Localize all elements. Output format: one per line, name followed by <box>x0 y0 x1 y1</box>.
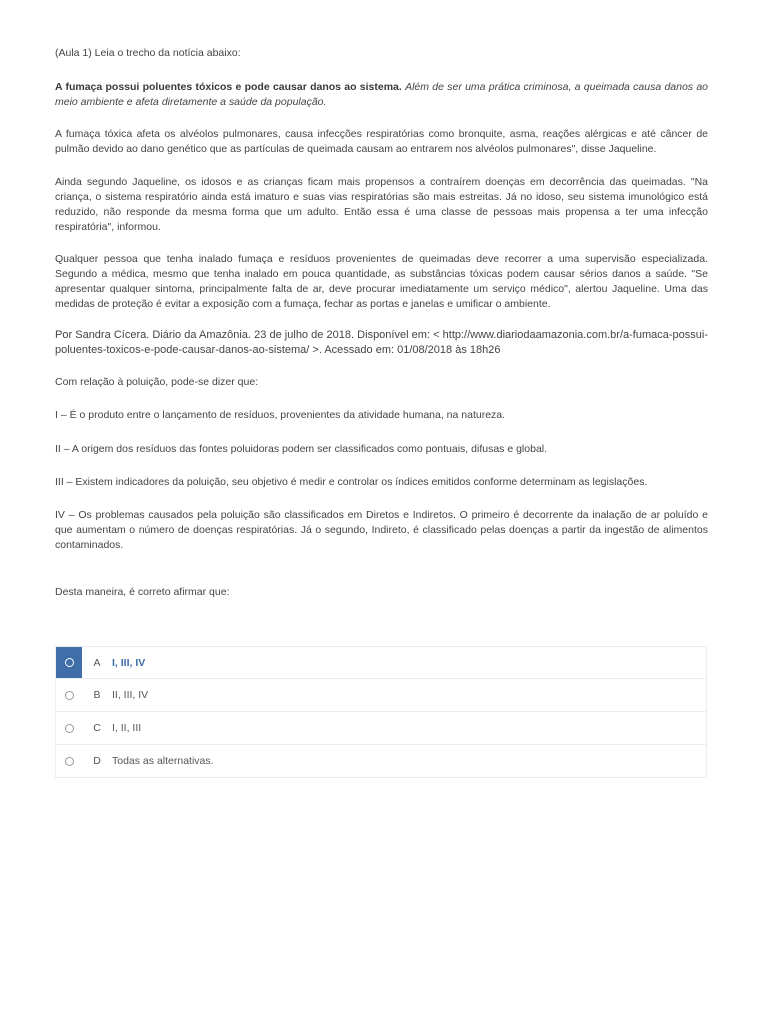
statement-intro: Com relação à poluição, pode-se dizer que: <box>55 376 259 388</box>
option-a[interactable] <box>55 646 707 679</box>
option-letter: D <box>93 755 101 767</box>
option-letter: B <box>93 689 101 701</box>
question-prompt: Desta maneira, é correto afirmar que: <box>55 586 230 598</box>
radio-icon[interactable] <box>65 757 74 766</box>
news-source: Por Sandra Cícera. Diário da Amazônia. 23 de julho de 2018. Disponível em: < http://www.diariodaamazonia.com.br/a-fumaca-possui-poluentes-toxicos-e-pode-causar-danos-ao-sistema/ >. Acessado em: 01/08/2018 às 18h26 <box>55 329 708 356</box>
option-letter: C <box>93 722 101 734</box>
statement-item-2: II – A origem dos resíduos das fontes poluidoras podem ser classificados como pontuais, difusas e global. <box>55 443 548 455</box>
option-text: I, III, IV <box>112 656 146 669</box>
news-paragraph-2: Ainda segundo Jaqueline, os idosos e as crianças ficam mais propensos a contraírem doenças em decorrência das queimadas. "Na criança, o sistema respiratório ainda está imaturo e suas vias respiratórias são mais estreitas. Já no idoso, seu sistema imunológico está reduzido, não responde da mesma forma que um adulto. Então essa é uma classe de pessoas mais propensa a ter uma infecção respiratória", informou. <box>55 176 708 233</box>
option-letter: A <box>93 656 101 669</box>
news-paragraph-1: A fumaça tóxica afeta os alvéolos pulmonares, causa infecções respiratórias como bronquite, asma, reações alérgicas e até câncer de pulmão devido ao dano genético que as partículas de queimada causam ao entrarem nos alvéolos pulmonares", disse Jaqueline. <box>55 128 708 155</box>
option-c[interactable] <box>55 712 707 745</box>
option-c-radio-cell[interactable] <box>56 712 82 744</box>
option-a-radio-cell[interactable] <box>56 647 82 678</box>
statement-item-3: III – Existem indicadores da poluição, seu objetivo é medir e controlar os índices emitidos conforme determinam as legislações. <box>55 476 648 488</box>
news-paragraph-3: Qualquer pessoa que tenha inalado fumaça e resíduos provenientes de queimadas deve recorrer a uma supervisão especializada. Segundo a médica, mesmo que tenha inalado em pouca quantidade, as substâncias tóxicas podem causar sérios danos a saúde. "Se apresentar qualquer sintoma, principalmente falta de ar, deve procurar imediatamente um serviço médico", alertou Jaqueline. Uma das medidas de proteção é evitar a exposição com a fumaça, fechar as portas e janelas e umificar o ambiente. <box>55 253 708 310</box>
news-headline <box>55 80 708 110</box>
statement-item-4: IV – Os problemas causados pela poluição são classificados em Diretos e Indiretos. O primeiro é decorrente da inalação de ar poluído e que aumentam o número de doenças respiratórias. Já o segundo, Indireto, é classificado pelas doenças a partir da ingestão de alimentos contaminados. <box>55 509 708 551</box>
radio-icon[interactable] <box>65 724 74 733</box>
option-d[interactable] <box>55 745 707 778</box>
headline-italic: Além de ser uma prática criminosa, a queimada causa danos ao meio ambiente e afeta diretamente a saúde da população. <box>55 81 709 108</box>
question-intro: (Aula 1) Leia o trecho da notícia abaixo: <box>55 47 241 59</box>
radio-icon[interactable] <box>65 691 74 700</box>
option-b-radio-cell[interactable] <box>56 679 82 711</box>
option-d-radio-cell[interactable] <box>56 745 82 777</box>
answer-options <box>55 646 707 778</box>
option-text: Todas as alternativas. <box>112 755 214 767</box>
option-text: II, III, IV <box>112 689 149 701</box>
radio-selected-icon[interactable] <box>65 658 74 667</box>
option-text: I, II, III <box>112 722 142 734</box>
headline-bold: A fumaça possui poluentes tóxicos e pode causar danos ao sistema. <box>55 81 402 93</box>
statement-item-1: I – É o produto entre o lançamento de resíduos, provenientes da atividade humana, na natureza. <box>55 409 506 421</box>
option-b[interactable] <box>55 679 707 712</box>
